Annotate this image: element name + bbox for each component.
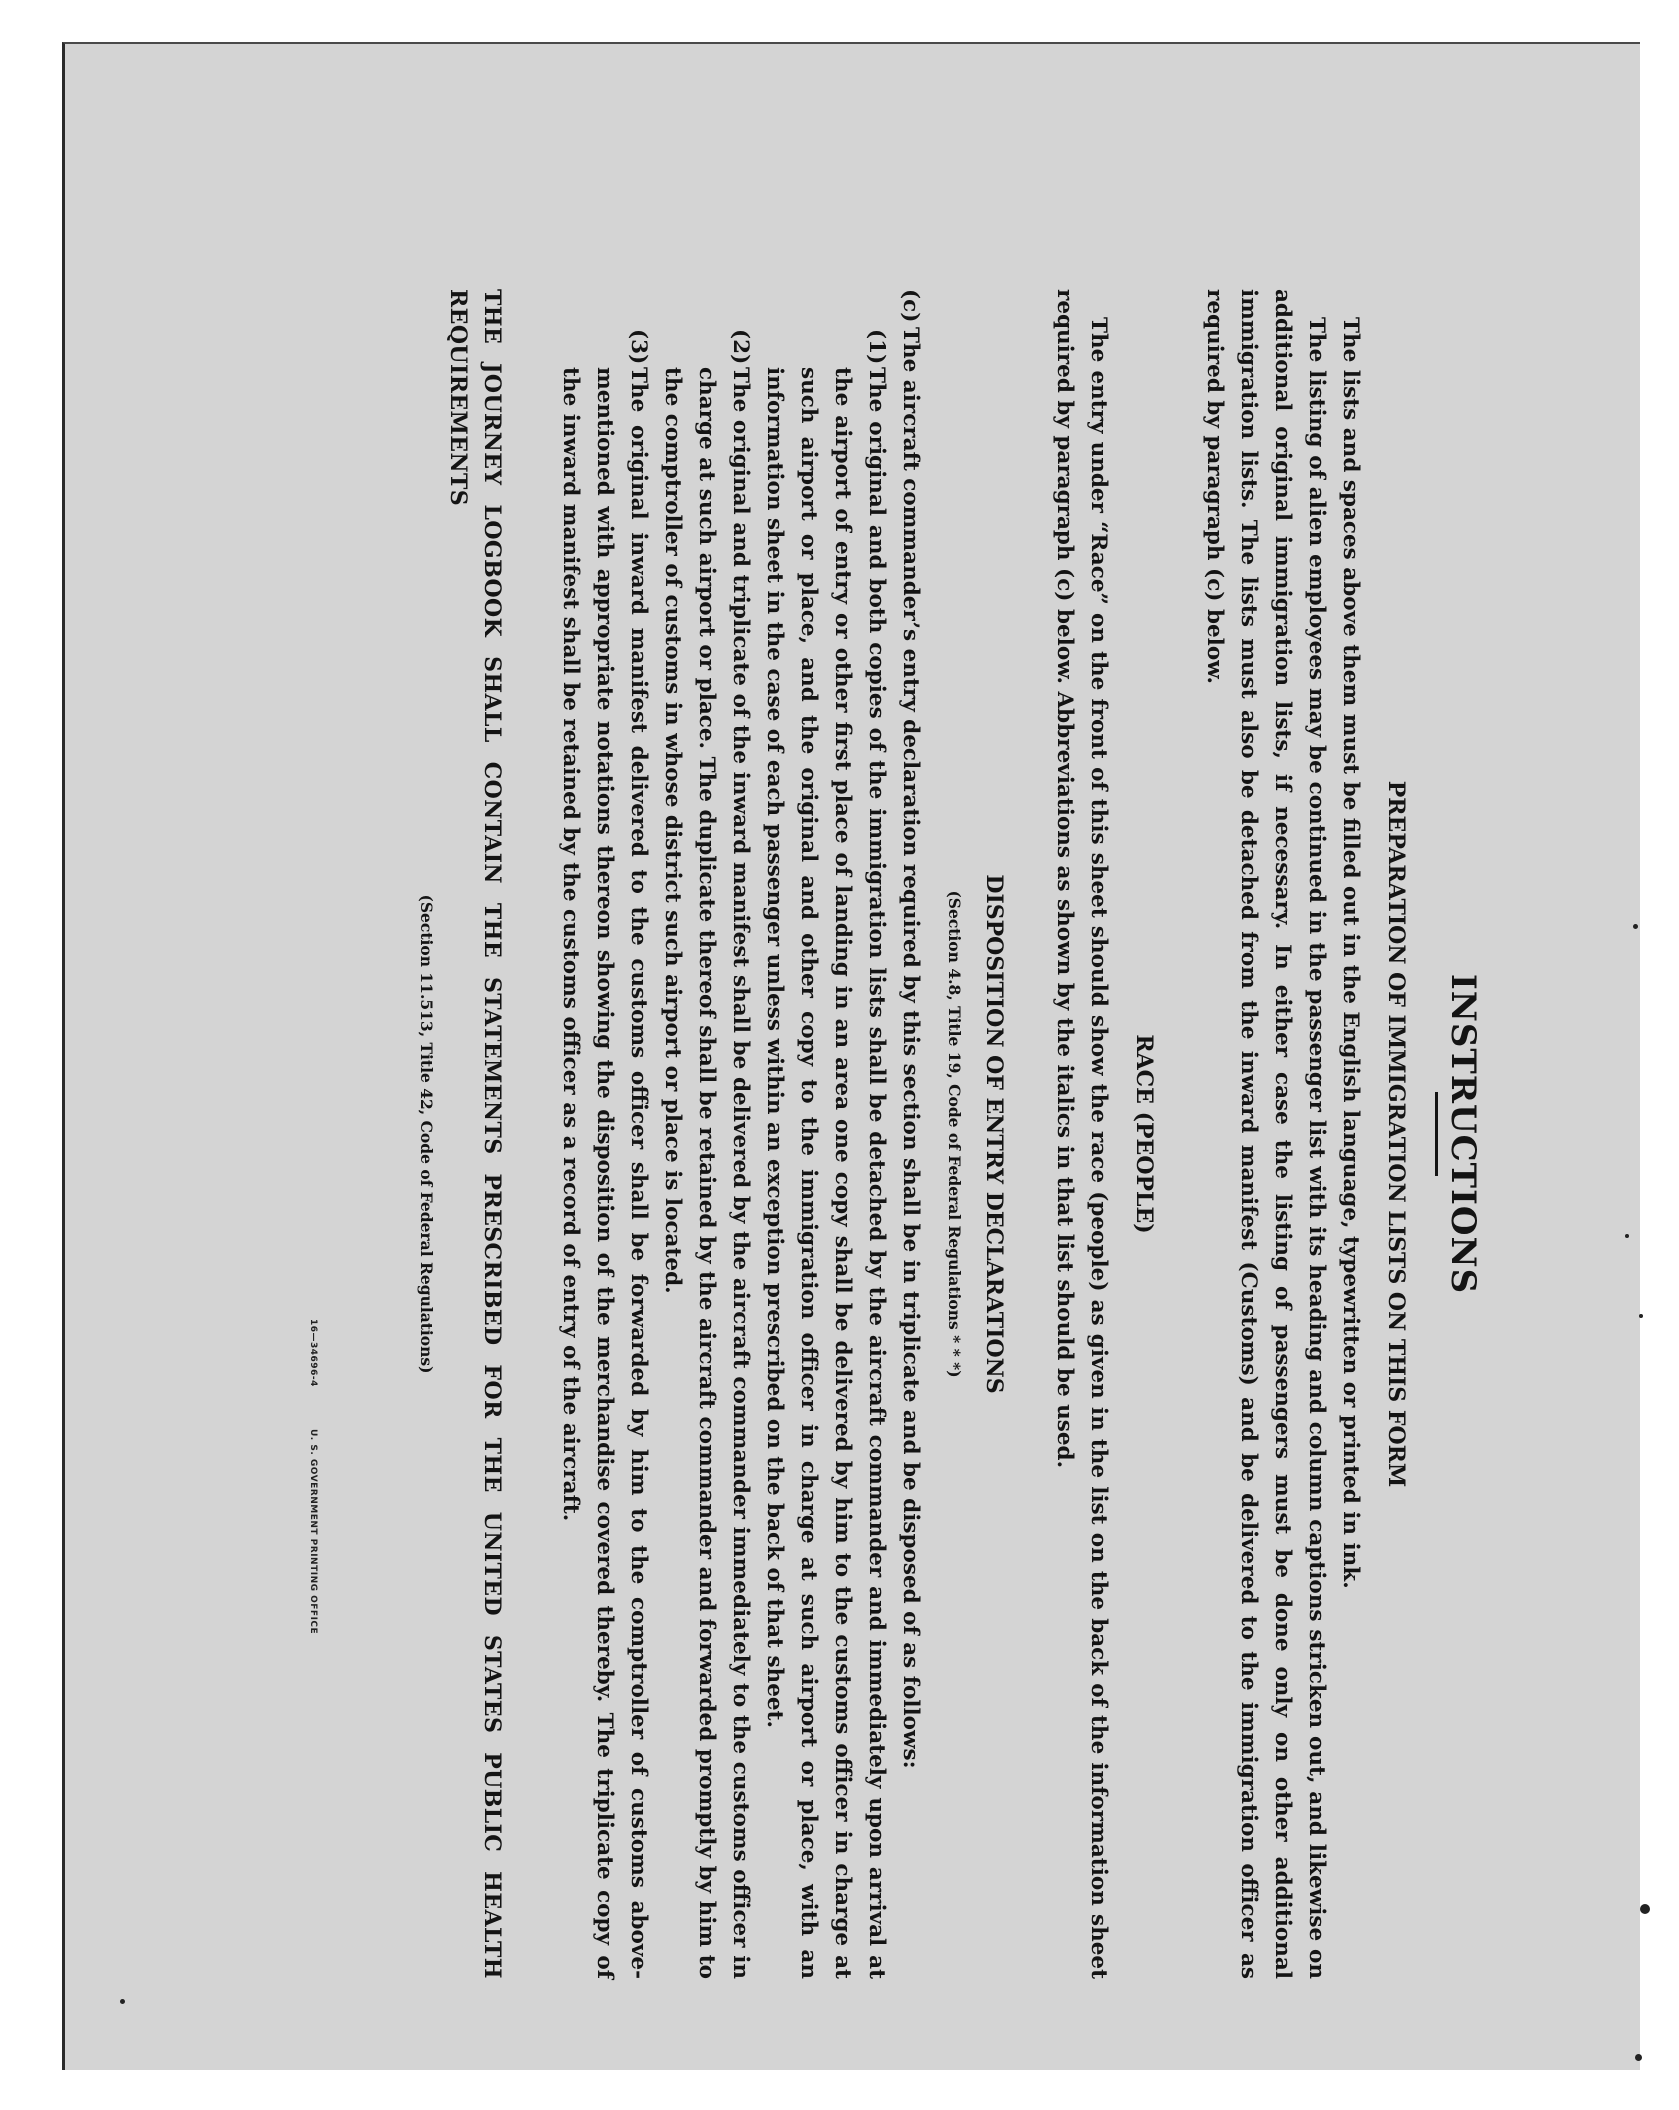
list-item xyxy=(757,289,893,1979)
scan-speck xyxy=(1625,1234,1629,1238)
list-item xyxy=(655,289,757,1979)
scan-speck xyxy=(1633,924,1638,929)
logbook-statement: THE JOURNEY LOGBOOK SHALL CONTAIN THE STATEMENTS PRESCRIBED FOR THE UNITED STATES PUBLIC HEALTH REQUIREMENTS xyxy=(445,289,505,1979)
scan-speck xyxy=(120,1999,125,2004)
disposition-citation: (Section 4.8, Title 19, Code of Federal Regulations * * *) xyxy=(945,890,964,1378)
section-race xyxy=(1047,289,1161,1979)
disposition-item-c xyxy=(893,289,927,1979)
item-text: The original inward manifest delivered to the customs officer shall be forwarded by him to the comptroller of customs above-mentioned with appropriate notations thereon showing the disposition of the merchandise covered thereby. The triplicate copy of the inward manifest shall be retained by the customs officer as a record of entry of the aircraft. xyxy=(558,367,651,1979)
scan-speck xyxy=(1639,1314,1643,1318)
section-heading-preparation: PREPARATION OF IMMIGRATION LISTS ON THIS FORM xyxy=(1383,780,1409,1488)
item-text: The original and both copies of the immigration lists shall be detached by the aircraft commander and immediately upon arrival at the airport of entry or other first place of landing in an area one copy shall be delivered by him to the customs officer in charge at such airport or place, and the original and other copy to the immigration officer in charge at such airport or place, with an information sheet in the case of each passenger unless within an exception prescribed on the back of that sheet. xyxy=(762,367,889,1979)
item-number: (2) xyxy=(728,329,753,365)
preparation-paragraph-2: The listing of alien employees may be continued in the passenger list with its heading and column captions stricken out, and likewise on additional original immigration lists, if necessary. In either case the listing of passengers must be done only on other additional immigration lists. The lists must also be detached from the inward manifest (Customs) and be delivered to the immigration officer as required by paragraph (c) below. xyxy=(1202,289,1329,1979)
page-title: INSTRUCTIONS xyxy=(1443,973,1483,1295)
logbook-citation: (Section 11.513, Title 42, Code of Federal Regulations) xyxy=(417,894,436,1374)
scan-speck xyxy=(1635,2054,1642,2061)
item-number: (3) xyxy=(626,329,651,365)
list-item xyxy=(553,289,655,1979)
item-number: (c) xyxy=(898,289,923,323)
section-preparation xyxy=(1197,289,1413,1979)
item-number: (1) xyxy=(864,329,889,365)
item-text: The aircraft commander’s entry declaration required by this section shall be in triplicate and be disposed of as follows: xyxy=(898,327,923,1769)
form-number: 16—34696-4 xyxy=(308,1319,318,1387)
section-heading-race: RACE (PEOPLE) xyxy=(1131,1034,1157,1234)
printing-office-imprint: U. S. GOVERNMENT PRINTING OFFICE xyxy=(308,1429,318,1635)
scan-speck xyxy=(1640,1904,1650,1914)
preparation-paragraph-1: The lists and spaces above them must be filled out in the English language, typewritten or printed in ink. xyxy=(1338,317,1363,1589)
disposition-list xyxy=(553,289,893,1979)
item-text: The original and triplicate of the inward manifest shall be delivered by the aircraft commander immediately to the customs officer in charge at such airport or place. The duplicate thereof shall be retained by the aircraft commander and forwarded promptly by him to the comptroller of customs in whose district such airport or place is located. xyxy=(660,367,753,1979)
section-heading-disposition: DISPOSITION OF ENTRY DECLARATIONS xyxy=(981,874,1007,1394)
rotated-text-block xyxy=(308,289,1483,1979)
section-disposition xyxy=(553,289,1011,1979)
title-underline xyxy=(1435,1092,1438,1176)
form-sheet xyxy=(62,42,1640,2070)
race-paragraph: The entry under “Race” on the front of this sheet should show the race (people) as given in the list on the back of the information sheet required by paragraph (c) below. Abbreviations as shown by the italics in that list should be used. xyxy=(1052,289,1111,1979)
